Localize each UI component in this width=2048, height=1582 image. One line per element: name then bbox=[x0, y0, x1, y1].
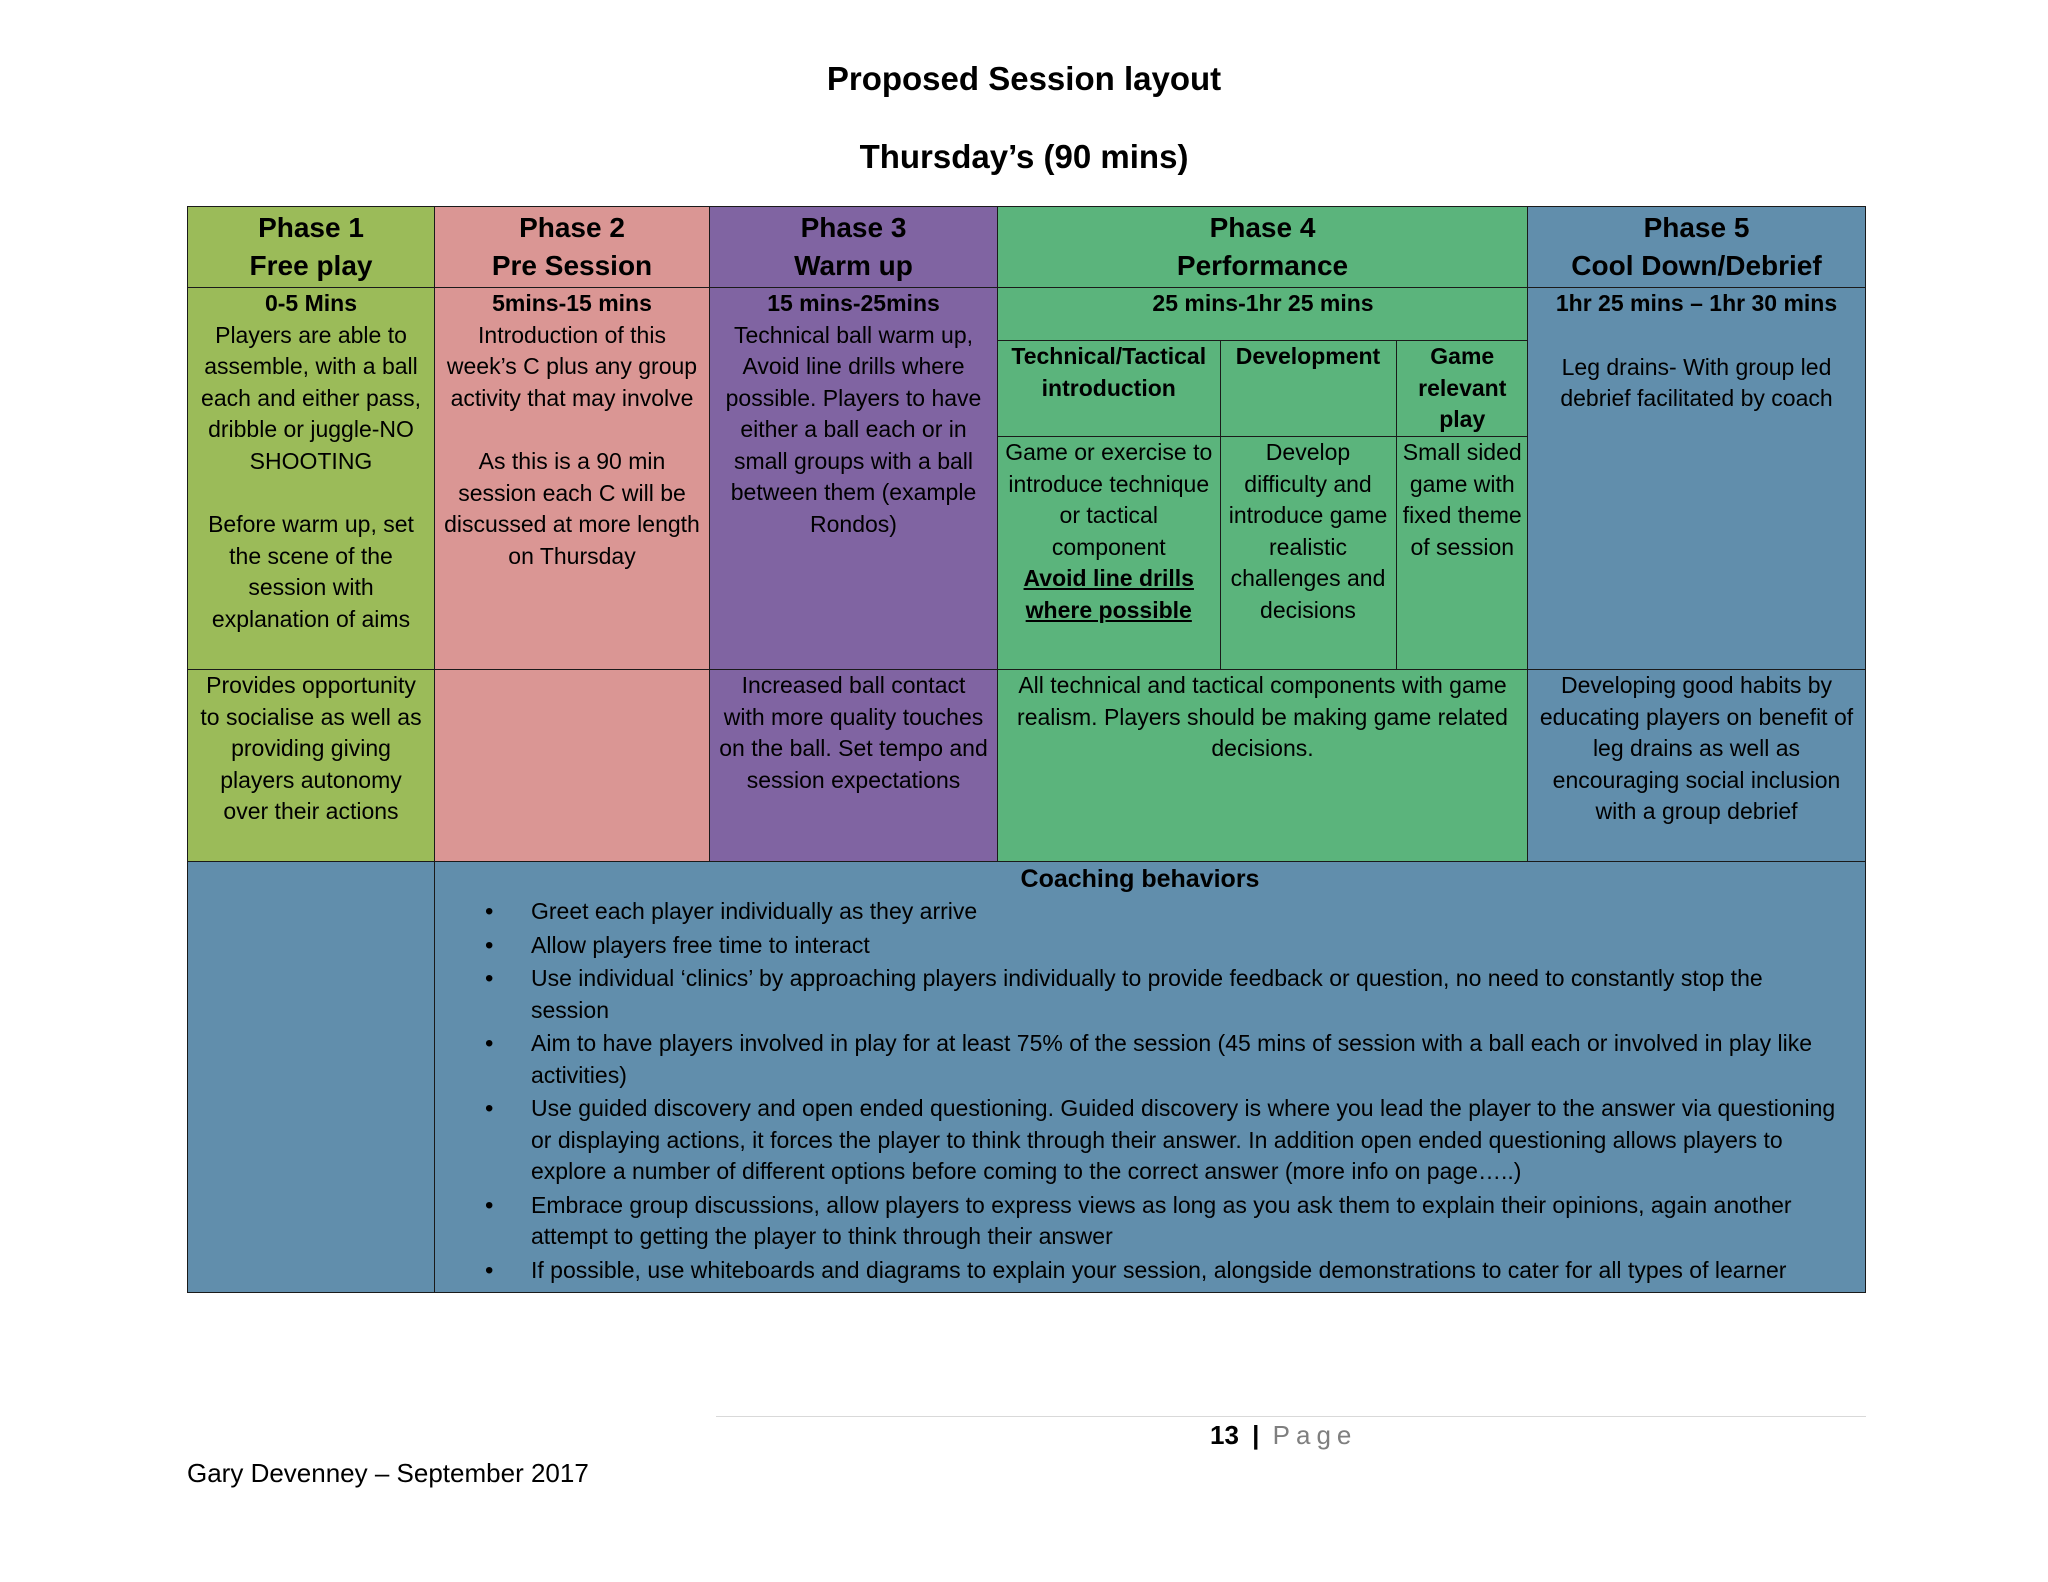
phase-3-description bbox=[710, 288, 998, 670]
page-label: Page bbox=[1272, 1420, 1358, 1450]
coaching-left-cell bbox=[188, 862, 435, 1293]
coaching-behaviors-list bbox=[435, 896, 1845, 1286]
phase-1-desc-2: Before warm up, set the scene of the session with explanation of aims bbox=[208, 511, 414, 632]
phase-5-header bbox=[1528, 207, 1866, 288]
phase-2-description bbox=[435, 288, 710, 670]
phase-benefit-row bbox=[188, 670, 1866, 862]
phase-1-label: Free play bbox=[249, 250, 373, 281]
phase-4-technical-desc: Game or exercise to introduce technique or tactical component bbox=[1005, 439, 1213, 560]
document-subtitle: Thursday’s (90 mins) bbox=[859, 138, 1189, 175]
page-number: 13 bbox=[1210, 1420, 1239, 1450]
coaching-item: • Allow players free time to interact bbox=[531, 930, 1845, 962]
phase-2-benefit bbox=[435, 670, 710, 862]
coaching-item: • Aim to have players involved in play for at least 75% of the session (45 mins of session with a ball each or involved in play like activities) bbox=[531, 1028, 1845, 1091]
phase-3-label: Warm up bbox=[794, 250, 913, 281]
phase-3-time: 15 mins-25mins bbox=[767, 290, 940, 316]
coaching-behaviors-cell bbox=[435, 862, 1866, 1293]
phase-4-subtable bbox=[998, 288, 1528, 669]
phase-4-time: 25 mins-1hr 25 mins bbox=[998, 288, 1528, 341]
phase-4-game-desc: Small sided game with fixed theme of session bbox=[1396, 437, 1528, 670]
phase-3-desc: Technical ball warm up, Avoid line drills where possible. Players to have either a ball each or in small groups with a ball between them (example Rondos) bbox=[725, 321, 982, 537]
phase-5-benefit: Developing good habits by educating players on benefit of leg drains as well as encouraging social inclusion with a group debrief bbox=[1528, 670, 1866, 862]
phase-4-benefit: All technical and tactical components with game realism. Players should be making game related decisions. bbox=[998, 670, 1528, 862]
coaching-item: • Use guided discovery and open ended questioning. Guided discovery is where you lead the player to the answer via questioning or displaying actions, it forces the player to think through their answer. In addition open ended questioning allows players to explore a number of different options before coming to the correct answer (more info on page…..) bbox=[531, 1093, 1845, 1188]
document-title: Proposed Session layout bbox=[826, 60, 1222, 97]
phase-1-benefit: Provides opportunity to socialise as well as providing giving players autonomy over their actions bbox=[188, 670, 435, 862]
phase-4-label: Performance bbox=[1176, 250, 1349, 281]
coaching-item: • Use individual ‘clinics’ by approaching players individually to provide feedback or question, no need to constantly stop the session bbox=[531, 963, 1845, 1026]
session-layout-table bbox=[187, 206, 1866, 1293]
phase-2-desc-2: As this is a 90 min session each C will be discussed at more length on Thursday bbox=[444, 448, 700, 569]
phase-5-time: 1hr 25 mins – 1hr 30 mins bbox=[1555, 290, 1838, 316]
phase-4-name: Phase 4 bbox=[1209, 212, 1316, 243]
phase-4-subhead-technical: Technical/Tactical introduction bbox=[998, 341, 1220, 437]
phase-3-header bbox=[710, 207, 998, 288]
phase-4-technical-cell bbox=[998, 437, 1220, 670]
phase-5-desc: Leg drains- With group led debrief facilitated by coach bbox=[1560, 353, 1833, 411]
phase-1-header bbox=[188, 207, 435, 288]
coaching-item: • Greet each player individually as they arrive bbox=[531, 896, 1845, 928]
footer-author: Gary Devenney – September 2017 bbox=[187, 1458, 589, 1488]
page-number-line bbox=[1210, 1420, 1357, 1451]
phase-1-desc-1: Players are able to assemble, with a ball each and either pass, dribble or juggle-NO SHOOTING bbox=[201, 321, 421, 474]
phase-3-benefit: Increased ball contact with more quality touches on the ball. Set tempo and session expectations bbox=[710, 670, 998, 862]
coaching-row bbox=[188, 862, 1866, 1293]
phase-4-description bbox=[998, 288, 1528, 670]
phase-2-desc-1: Introduction of this week’s C plus any group activity that may involve bbox=[446, 321, 698, 411]
page-separator: | bbox=[1252, 1420, 1260, 1450]
phase-5-label: Cool Down/Debrief bbox=[1571, 250, 1822, 281]
phase-5-description bbox=[1528, 288, 1866, 670]
phase-1-name: Phase 1 bbox=[258, 212, 364, 243]
phase-1-time: 0-5 Mins bbox=[264, 290, 358, 316]
phase-2-time: 5mins-15 mins bbox=[492, 290, 652, 316]
phase-4-technical-note: Avoid line drills where possible bbox=[1023, 565, 1194, 623]
phase-header-row bbox=[188, 207, 1866, 288]
phase-2-header bbox=[435, 207, 710, 288]
phase-4-subhead-game: Game relevant play bbox=[1396, 341, 1528, 437]
footer-divider bbox=[716, 1416, 1866, 1417]
phase-4-subhead-development: Development bbox=[1220, 341, 1396, 437]
coaching-item: • Embrace group discussions, allow players to express views as long as you ask them to explain their opinions, again another attempt to getting the player to think through their answer bbox=[531, 1190, 1845, 1253]
phase-3-name: Phase 3 bbox=[800, 212, 907, 243]
phase-4-development-desc: Develop difficulty and introduce game realistic challenges and decisions bbox=[1220, 437, 1396, 670]
phase-2-label: Pre Session bbox=[491, 250, 653, 281]
phase-description-row bbox=[188, 288, 1866, 670]
coaching-item: • If possible, use whiteboards and diagrams to explain your session, alongside demonstrations to cater for all types of learner bbox=[531, 1255, 1845, 1287]
coaching-behaviors-title: Coaching behaviors bbox=[1020, 865, 1260, 893]
phase-4-header bbox=[998, 207, 1528, 288]
phase-5-name: Phase 5 bbox=[1643, 212, 1750, 243]
phase-2-name: Phase 2 bbox=[519, 212, 625, 243]
phase-1-description bbox=[188, 288, 435, 670]
